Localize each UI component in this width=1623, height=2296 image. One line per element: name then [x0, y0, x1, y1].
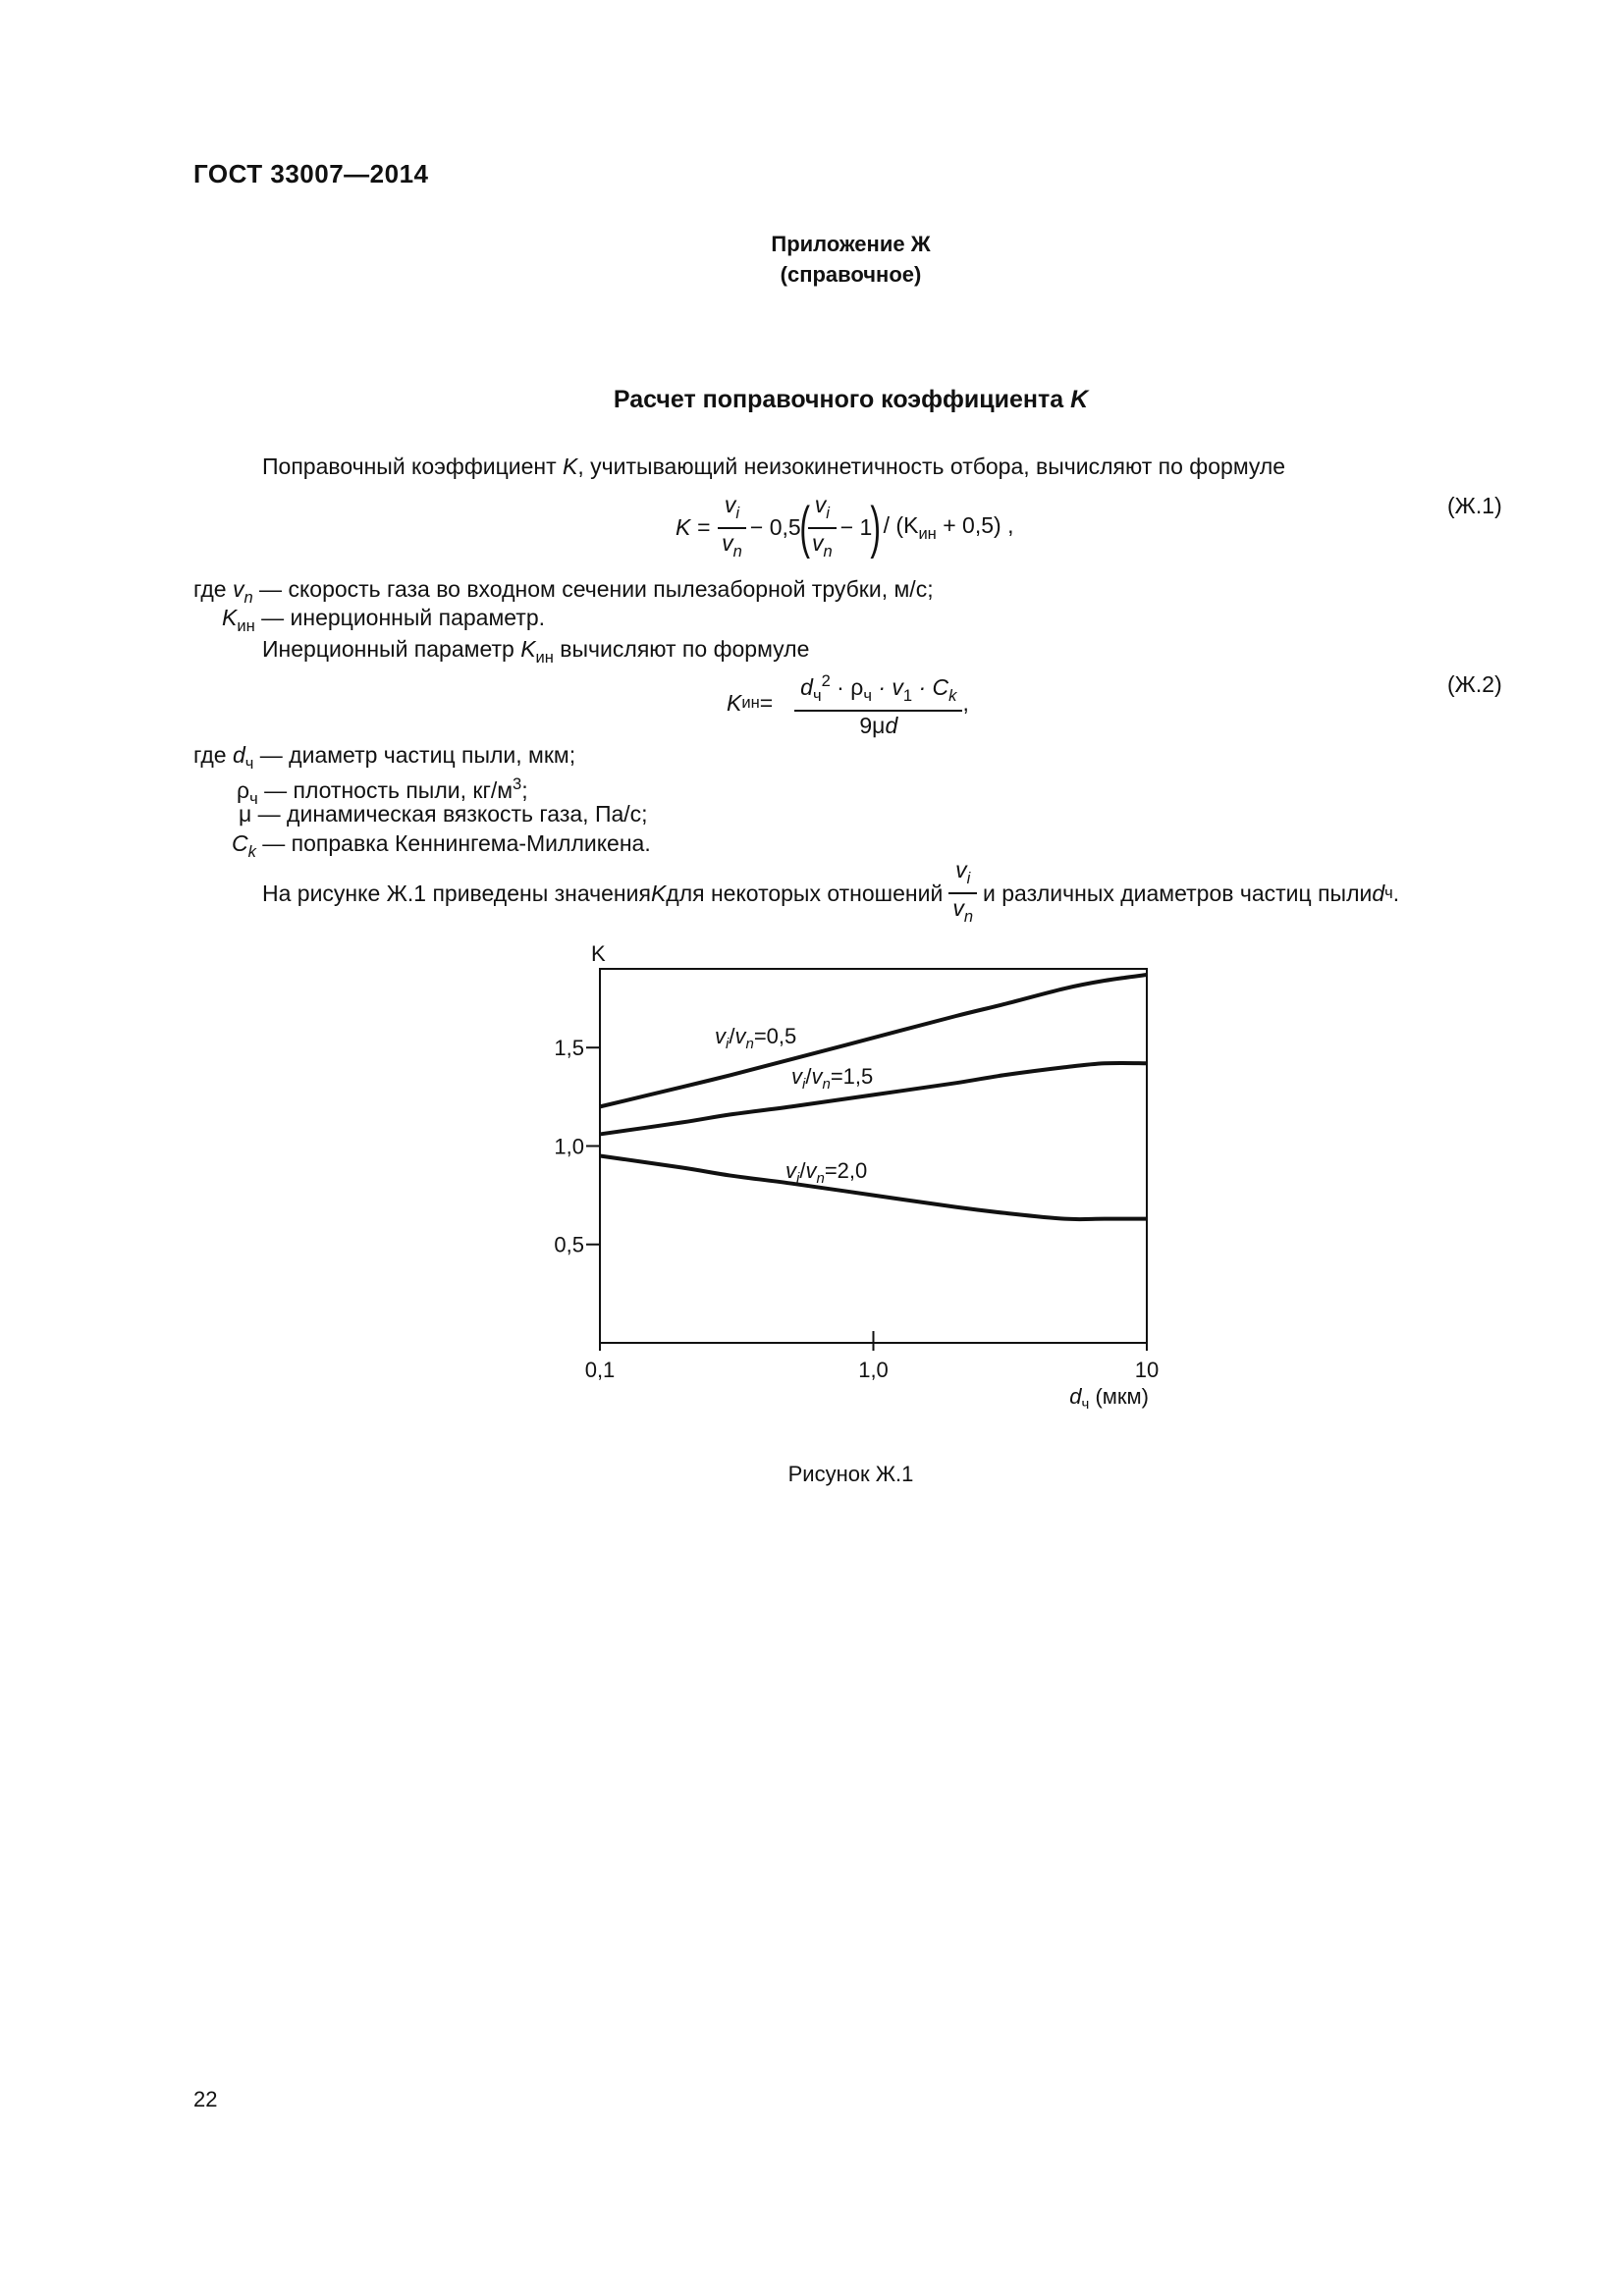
- definition-symbol-sub: ин: [237, 615, 255, 635]
- definition-symbol: μ: [239, 801, 252, 827]
- y-tick-label: 0,5: [554, 1232, 584, 1257]
- document-id: ГОСТ 33007—2014: [193, 159, 429, 188]
- definition-text: — поправка Кеннингема-Милликена.: [255, 830, 651, 856]
- page-number: 22: [193, 2087, 218, 2111]
- formula-kin-tail: ,: [962, 689, 969, 716]
- formula-kin-c: · C: [912, 674, 949, 701]
- series-line: [600, 1156, 1147, 1220]
- definition-symbol-sub: ч: [244, 753, 254, 773]
- formula-kin-den-var: d: [885, 712, 898, 738]
- equation-number-2: (Ж.2): [1447, 671, 1502, 697]
- formula-k-num-sub: i: [735, 503, 740, 522]
- figref-num-sub: i: [966, 868, 971, 887]
- definition-prefix: где: [193, 742, 233, 768]
- intro-var: K: [563, 454, 578, 479]
- y-axis-label: K: [591, 941, 606, 966]
- series-line: [600, 1063, 1147, 1134]
- formula-kin-rho-sub: ч: [863, 685, 872, 705]
- intro-text-1: Поправочный коэффициент: [262, 454, 564, 479]
- figref-end-var: d: [1372, 880, 1385, 906]
- series-label: $v_i/v_n=0,5$: [715, 1024, 797, 1052]
- definition-symbol: v: [232, 576, 244, 602]
- formula-k-paren-close: ): [870, 495, 882, 560]
- series-label: $v_i/v_n=1,5$: [791, 1064, 874, 1093]
- formula-k-den: v: [722, 529, 733, 556]
- formula-k-num: v: [724, 492, 736, 517]
- definition-text: — динамическая вязкость газа, Па/с;: [251, 801, 648, 827]
- section-title-text: Расчет поправочного коэффициента: [613, 386, 1071, 413]
- definition-prefix: где: [193, 576, 233, 602]
- x-tick-label: 10: [1134, 1358, 1160, 1382]
- formula-k-paren-open: (: [799, 495, 810, 560]
- figref-text-2: для некоторых отношений: [666, 880, 944, 906]
- formula-kin-d-sup: 2: [821, 671, 831, 690]
- figref-var: K: [650, 880, 667, 906]
- definition-text: — диаметр частиц пыли, мкм;: [253, 742, 576, 768]
- intro-text-2: , учитывающий неизокинетичность отбора, вычисляют по формуле: [577, 454, 1286, 479]
- series-line: [600, 975, 1147, 1106]
- inertia-symbol: K: [520, 636, 536, 662]
- inertia-text-1: Инерционный параметр: [262, 636, 521, 662]
- x-axis-label: $d_ч$ (мкм): [1069, 1384, 1149, 1413]
- figref-end-sub: ч: [1384, 882, 1393, 902]
- series-label: $v_i/v_n=2,0$: [785, 1158, 868, 1187]
- definition-tail: ;: [521, 777, 528, 804]
- formula-kin-v-sub: 1: [902, 685, 913, 705]
- appendix-title: Приложение Ж: [771, 232, 931, 256]
- formula-k-tail-sub: ин: [918, 523, 937, 543]
- figref-text-1: На рисунке Ж.1 приведены значения: [262, 880, 651, 906]
- figref-num: v: [955, 857, 967, 882]
- formula-k-den-sub: n: [732, 541, 742, 561]
- formula-k-tail-close: + 0,5) ,: [936, 511, 1014, 538]
- figure-caption: Рисунок Ж.1: [787, 1462, 914, 1486]
- formula-kin-lhs-sub: ин: [741, 693, 760, 713]
- definition-symbol-sub: n: [243, 587, 253, 607]
- section-title-var: K: [1070, 386, 1089, 413]
- definition-symbol: K: [222, 605, 238, 630]
- definition-sup: 3: [513, 774, 522, 793]
- figref-den: v: [952, 894, 964, 921]
- definition-symbol: ρ: [237, 777, 250, 804]
- figref-den-sub: n: [963, 906, 974, 926]
- appendix-subtitle: (справочное): [780, 262, 922, 287]
- formula-k-inner-tail: − 1: [839, 514, 873, 541]
- inertia-text-2: вычисляют по формуле: [553, 636, 810, 662]
- formula-kin-v: · v: [871, 674, 903, 701]
- formula-k-lhs: K =: [676, 514, 711, 541]
- formula-kin-d: d: [800, 674, 813, 701]
- formula-k-coef: − 0,5: [749, 514, 801, 541]
- definition-text: — скорость газа во входном сечении пылезаборной трубки, м/с;: [252, 576, 934, 602]
- formula-kin-den: 9μ: [859, 712, 886, 738]
- y-tick-label: 1,5: [554, 1036, 584, 1061]
- definition-text: — инерционный параметр.: [254, 605, 546, 630]
- plot-frame: [600, 969, 1147, 1343]
- equation-number-1: (Ж.1): [1447, 493, 1502, 518]
- figref-end: .: [1392, 880, 1400, 906]
- figref-text-3: и различных диаметров частиц пыли: [983, 880, 1373, 906]
- formula-kin-d-sub: ч: [812, 685, 822, 705]
- formula-k-tail-open: / (K: [883, 511, 919, 538]
- definition-symbol-sub: k: [247, 841, 256, 861]
- formula-kin-eq: =: [759, 689, 774, 716]
- definition-symbol: d: [232, 742, 245, 768]
- definition-symbol: C: [232, 830, 248, 856]
- formula-kin-c-sub: k: [948, 685, 957, 705]
- x-tick-label: 0,1: [584, 1358, 616, 1382]
- formula-k-inner-den: v: [812, 529, 824, 556]
- formula-k-inner-num: v: [814, 492, 827, 517]
- formula-k-inner-den-sub: n: [823, 541, 833, 561]
- definition-symbol-sub: ч: [249, 788, 258, 808]
- x-tick-label: 1,0: [858, 1358, 889, 1382]
- definition-text: — плотность пыли, кг/м: [257, 777, 514, 804]
- inertia-symbol-sub: ин: [535, 647, 554, 667]
- formula-kin-rho: · ρ: [830, 674, 864, 701]
- formula-kin-lhs: K: [727, 689, 742, 716]
- formula-k-inner-num-sub: i: [826, 503, 830, 522]
- y-tick-label: 1,0: [554, 1134, 584, 1159]
